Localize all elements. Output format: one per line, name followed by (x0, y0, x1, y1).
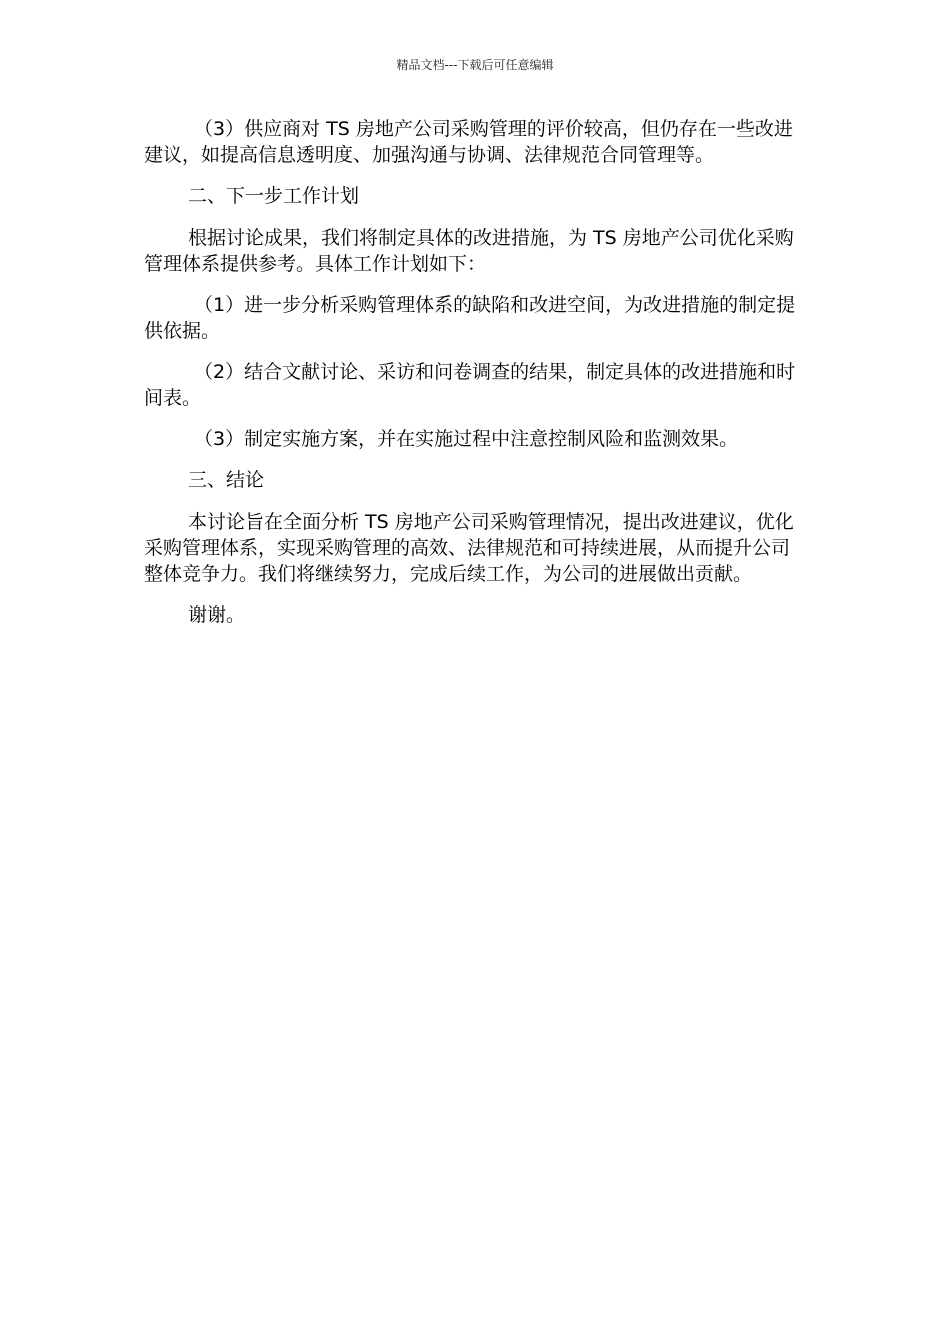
plan-item-2: （2）结合文献讨论、采访和问卷调查的结果，制定具体的改进措施和时间表。 (144, 361, 796, 409)
plan-item-3: （3）制定实施方案，并在实施过程中注意控制风险和监测效果。 (194, 428, 739, 450)
paragraph-thanks: 谢谢。 (188, 604, 246, 626)
section-heading-next-plan: 二、下一步工作计划 (188, 185, 360, 207)
document-body (144, 116, 806, 643)
plan-item-1: （1）进一步分析采购管理体系的缺陷和改进空间，为改进措施的制定提供依据。 (144, 294, 796, 342)
section-heading-conclusion: 三、结论 (188, 469, 265, 491)
paragraph-plan-intro: 根据讨论成果，我们将制定具体的改进措施，为 TS 房地产公司优化采购管理体系提供参考。具体工作计划如下： (144, 227, 794, 275)
paragraph-conclusion: 本讨论旨在全面分析 TS 房地产公司采购管理情况，提出改进建议，优化采购管理体系，实现采购管理的高效、法律规范和可持续进展，从而提升公司整体竞争力。我们将继续努力，完成后续工作，为公司的进展做出贡献。 (144, 511, 794, 585)
page-header: 精品文档---下载后可任意编辑 (396, 58, 554, 72)
paragraph-supplier-evaluation: （3）供应商对 TS 房地产公司采购管理的评价较高，但仍存在一些改进建议，如提高信息透明度、加强沟通与协调、法律规范合同管理等。 (144, 118, 793, 166)
